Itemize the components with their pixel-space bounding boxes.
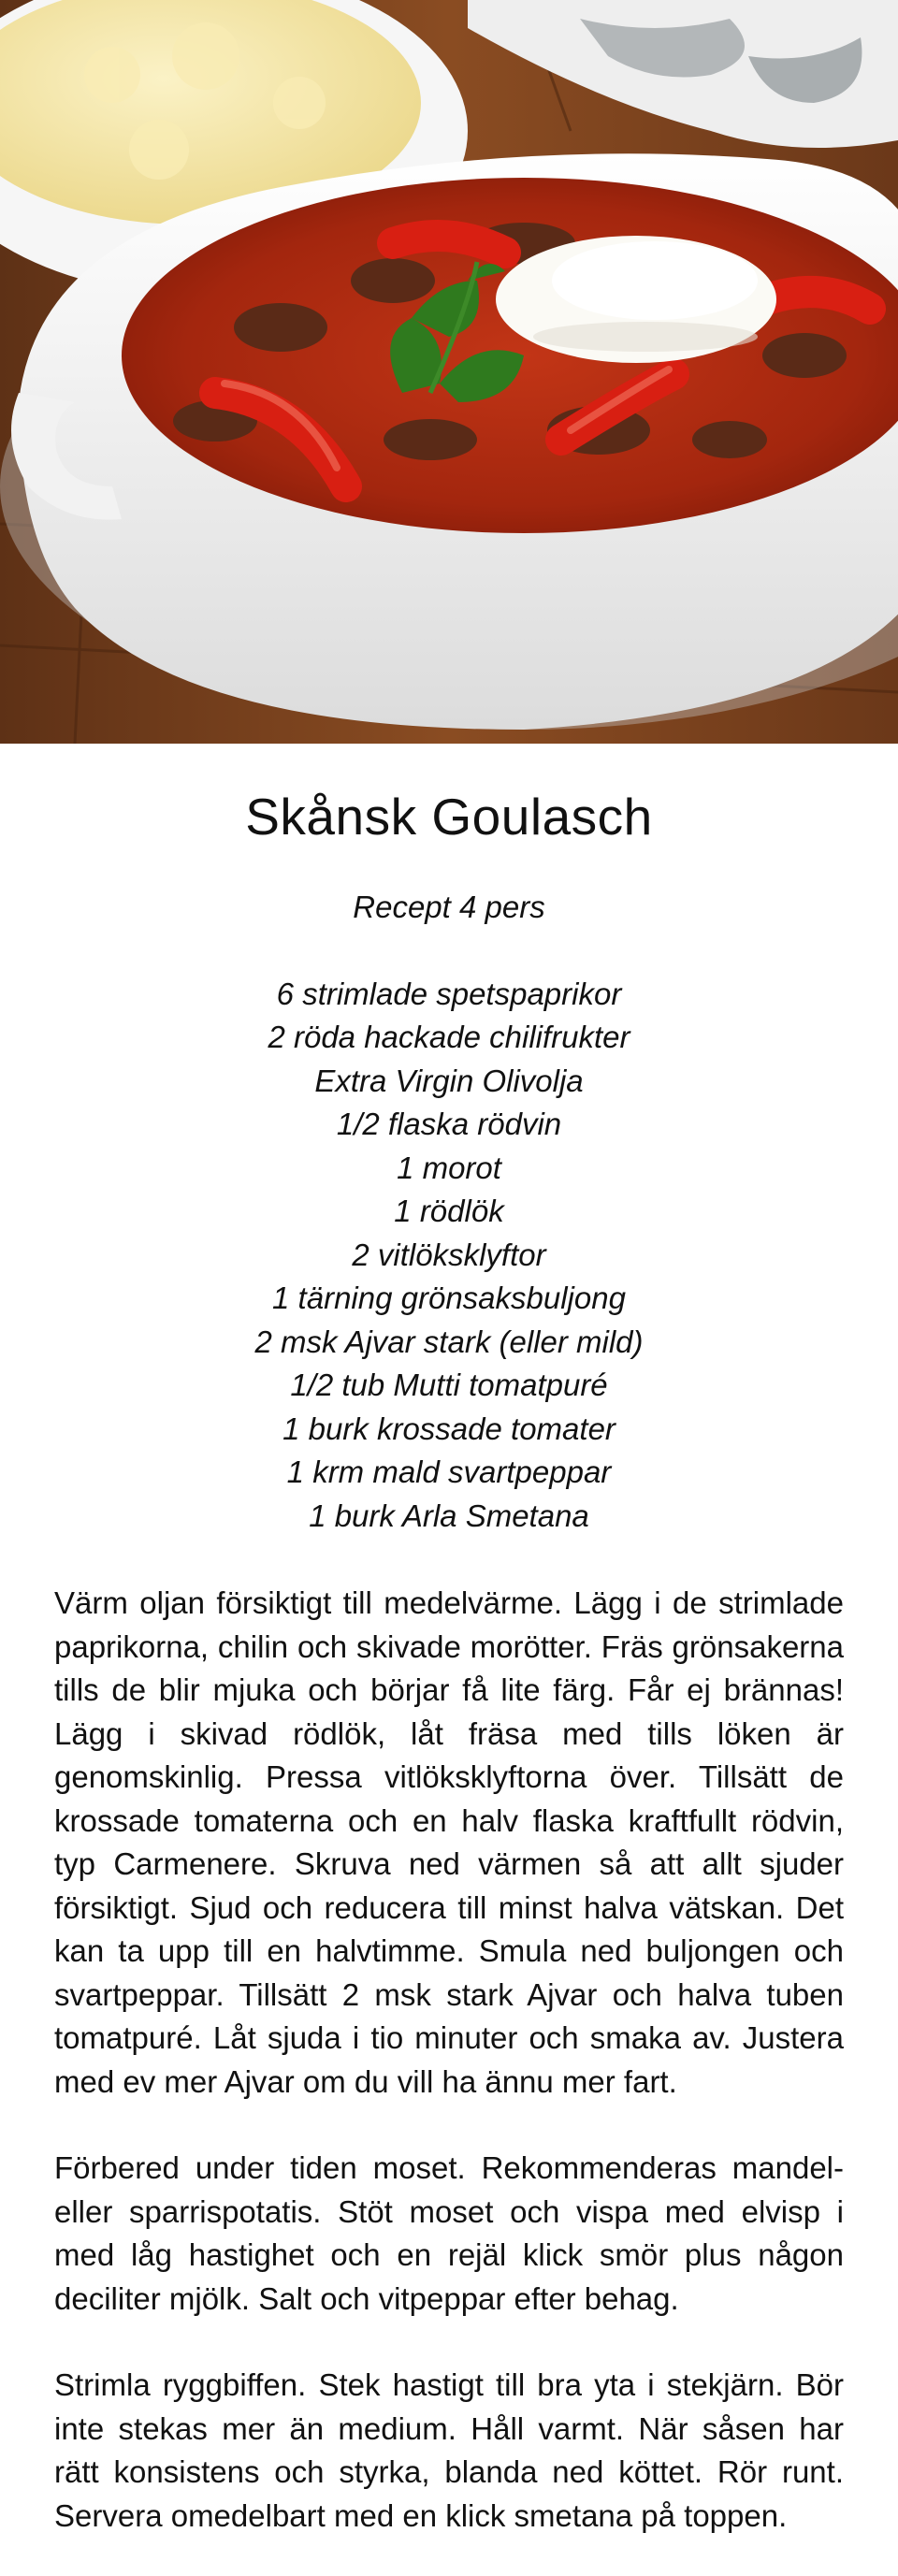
ingredient-item: 1 burk krossade tomater: [282, 1411, 616, 1446]
recipe-content: [0, 744, 898, 2538]
smetana-dollop: [496, 236, 776, 363]
ingredient-item: 1/2 flaska rödvin: [336, 1107, 562, 1142]
ingredient-item: 2 msk Ajvar stark (eller mild): [254, 1324, 644, 1359]
ingredient-item: 1 burk Arla Smetana: [309, 1498, 589, 1533]
ingredient-item: Extra Virgin Olivolja: [314, 1063, 584, 1098]
ingredient-item: 1/2 tub Mutti tomatpuré: [290, 1368, 608, 1403]
ingredient-item: 6 strimlade spetspaprikor: [276, 976, 622, 1011]
goulash-photo: [0, 0, 898, 744]
instruction-paragraph: Förbered under tiden moset. Rekommenderas mandel- eller sparrispotatis. Stöt moset och vispa med elvisp i med låg hastighet och en rejäl klick smör plus någon deciliter mjölk. Salt och vitpeppar efter behag.: [54, 2150, 844, 2316]
ingredient-item: 2 vitlöksklyftor: [352, 1237, 546, 1272]
ingredient-list: [54, 973, 844, 1539]
instructions: [54, 1582, 844, 2538]
ingredient-item: 2 röda hackade chilifrukter: [268, 1020, 630, 1055]
ingredient-item: 1 morot: [397, 1150, 501, 1185]
goulash-illustration: [0, 0, 898, 744]
ingredient-item: 1 tärning grönsaksbuljong: [272, 1281, 626, 1316]
instruction-paragraph: Värm oljan försiktigt till medelvärme. Lägg i de strimlade paprikorna, chilin och skivade morötter. Fräs grönsakerna tills de blir mjuka och börjar få lite färg. Får ej brännas! Lägg i skivad rödlök, låt fräsa med tills löken är genomskinlig. Pressa vitlöksklyftorna över. Tillsätt de krossade tomaterna och en halv flaska kraftfullt rödvin, typ Carmenere. Skruva ned värmen så att allt sjuder försiktigt. Sjud och reducera till minst halva vätskan. Det kan ta upp till en halvtimme. Smula ned buljongen och svartpeppar. Tillsätt 2 msk stark Ajvar och halva tuben tomatpuré. Låt sjuda i tio minuter och smaka av. Justera med ev mer Ajvar om du vill ha ännu mer fart.: [54, 1585, 844, 2099]
instruction-paragraph: Strimla ryggbiffen. Stek hastigt till bra yta i stekjärn. Bör inte stekas mer än medium. Håll varmt. När såsen har rätt konsistens och styrka, blanda ned köttet. Rör runt. Servera omedelbart med en klick smetana på toppen.: [54, 2367, 844, 2533]
recipe-servings: Recept 4 pers: [353, 890, 545, 924]
recipe-title: Skånsk Goulasch: [245, 788, 653, 846]
ingredient-item: 1 rödlök: [394, 1194, 504, 1229]
ingredient-item: 1 krm mald svartpeppar: [286, 1454, 612, 1490]
